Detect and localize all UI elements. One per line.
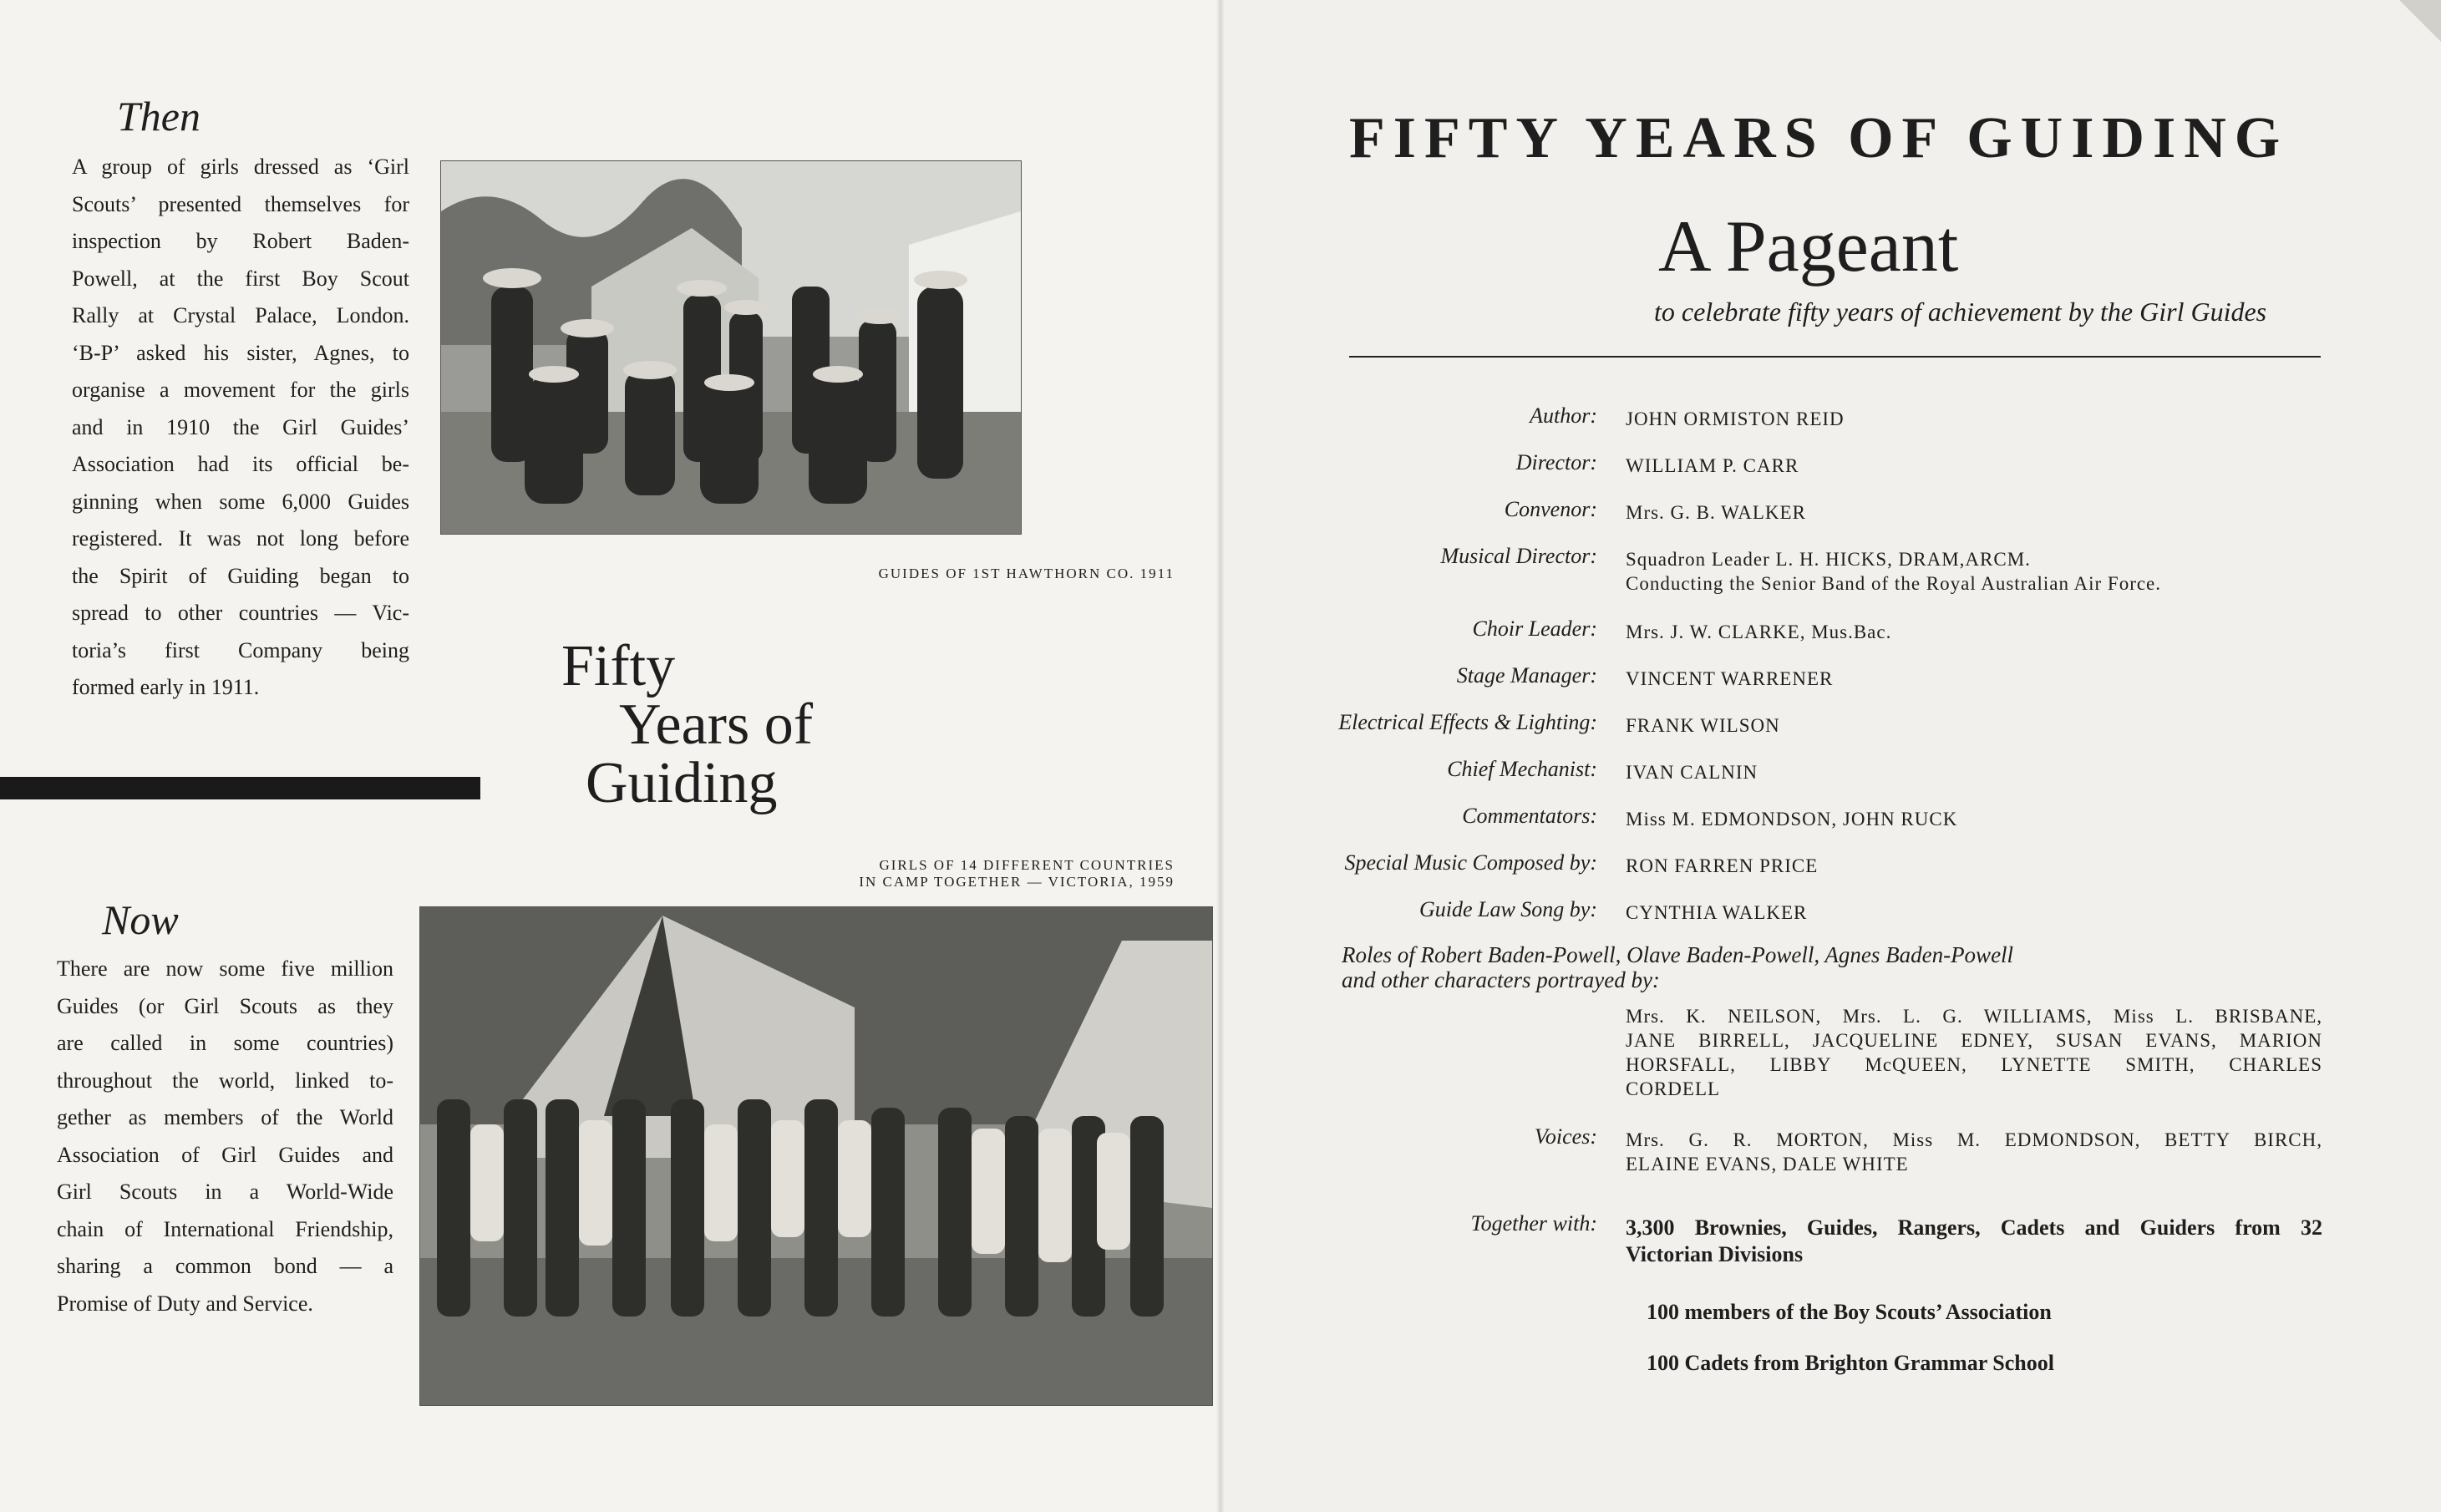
credit-row — [1303, 544, 2322, 596]
paragraph-line: Association had its official be- — [72, 452, 409, 476]
paragraph-line: Powell, at the first Boy Scout — [72, 266, 409, 291]
credit-name-line: Mrs. J. W. CLARKE, Mus.Bac. — [1626, 622, 1892, 642]
credit-name-line: Mrs. G. R. MORTON, Miss M. EDMONDSON, BETTY BIRCH, — [1626, 1129, 2322, 1150]
portrayed-names — [1626, 1001, 2322, 1101]
credit-name-line: Victorian Divisions — [1626, 1242, 1804, 1266]
portrayed-line: HORSFALL, LIBBY McQUEEN, LYNETTE SMITH, CHARLES — [1626, 1054, 2322, 1075]
credit-name-line: RON FARREN PRICE — [1626, 855, 1819, 876]
credit-names — [1626, 1211, 2322, 1268]
credit-role: Guide Law Song by: — [1418, 897, 1597, 921]
portrayed-line: JANE BIRRELL, JACQUELINE EDNEY, SUSAN EVANS, MARION — [1626, 1030, 2322, 1051]
center-title-line3: Guiding — [586, 751, 778, 815]
credit-role: Choir Leader: — [1472, 616, 1597, 641]
credit-names — [1626, 544, 2322, 596]
paragraph-line: formed early in 1911. — [72, 675, 260, 699]
credit-role: Author: — [1530, 403, 1597, 428]
credit-role: Commentators: — [1462, 804, 1597, 828]
paragraph-line: toria’s first Company being — [72, 637, 409, 662]
portrayed-line: Mrs. K. NEILSON, Mrs. L. G. WILLIAMS, Miss L. BRISBANE, — [1626, 1006, 2322, 1027]
paragraph-line: gether as members of the World — [57, 1105, 393, 1129]
paragraph-line: chain of International Friendship, — [57, 1216, 393, 1241]
credit-names — [1626, 497, 2322, 525]
paragraph-line: sharing a common bond — a — [57, 1254, 393, 1278]
credit-role: Director: — [1515, 450, 1597, 474]
paragraph-line: Scouts’ presented themselves for — [72, 191, 409, 216]
credit-row-voices — [1303, 1124, 2322, 1176]
photo2-caption: GIRLS OF 14 DIFFERENT COUNTRIES IN CAMP TOGETHER — VICTORIA, 1959 — [859, 857, 1175, 890]
page-gutter — [1216, 0, 1225, 1512]
credit-names — [1626, 897, 2322, 925]
center-title-line2: Years of — [619, 693, 814, 757]
credit-name-line: Conducting the Senior Band of the Royal Australian Air Force. — [1626, 573, 2162, 594]
credit-row — [1303, 663, 2322, 691]
credit-row — [1303, 757, 2322, 784]
photo-hawthorn-guides-1911 — [440, 160, 1022, 535]
credit-name-line: WILLIAM P. CARR — [1626, 455, 1799, 476]
credit-row — [1303, 450, 2322, 478]
center-title-line1: Fifty — [561, 634, 676, 698]
credit-names — [1626, 403, 2322, 431]
credit-row-together — [1303, 1211, 2322, 1268]
now-paragraph — [57, 951, 393, 1322]
title-rule — [1349, 356, 2321, 358]
credit-names — [1626, 616, 2322, 644]
credit-name-line: Miss M. EDMONDSON, JOHN RUCK — [1626, 809, 1958, 830]
credit-row — [1303, 497, 2322, 525]
credit-row — [1303, 710, 2322, 738]
credit-role: Musical Director: — [1440, 544, 1597, 568]
photo1-caption: GUIDES OF 1ST HAWTHORN CO. 1911 — [878, 566, 1175, 581]
paragraph-line: There are now some five million — [57, 956, 393, 981]
then-paragraph — [72, 149, 409, 707]
paragraph-line: spread to other countries — Vic- — [72, 601, 409, 625]
paragraph-line: are called in some countries) — [57, 1031, 393, 1055]
credit-role: Convenor: — [1504, 497, 1597, 521]
credit-name-line: VINCENT WARRENER — [1626, 668, 1834, 689]
pageant-title: A Pageant — [1658, 206, 1959, 287]
credit-role: Special Music Composed by: — [1344, 850, 1597, 875]
subtitle: to celebrate fifty years of achievement by the Girl Guides — [1654, 297, 2267, 327]
paragraph-line: Guides (or Girl Scouts as they — [57, 993, 393, 1018]
credit-names — [1626, 710, 2322, 738]
credit-role: Chief Mechanist: — [1447, 757, 1597, 781]
paragraph-line: Rally at Crystal Palace, London. — [72, 303, 409, 327]
credit-name-line: FRANK WILSON — [1626, 715, 1780, 736]
portrayed-label: Roles of Robert Baden-Powell, Olave Baden-Powell, Agnes Baden-Powell and other characters portrayed by: — [1342, 942, 2014, 992]
then-heading: Then — [117, 93, 200, 140]
paragraph-line: registered. It was not long before — [72, 526, 409, 551]
credit-names — [1626, 804, 2322, 831]
paragraph-line: the Spirit of Guiding began to — [72, 563, 409, 588]
now-heading: Now — [102, 896, 179, 943]
credit-names — [1626, 757, 2322, 784]
paragraph-line: ‘B-P’ asked his sister, Agnes, to — [72, 340, 409, 365]
paragraph-line: inspection by Robert Baden- — [72, 229, 409, 253]
portrayed-spacer — [1303, 1001, 1626, 1101]
cadets-line: 100 Cadets from Brighton Grammar School — [1647, 1351, 2054, 1375]
credit-name-line: Squadron Leader L. H. HICKS, DRAM,ARCM. — [1626, 549, 2031, 570]
credit-name-line: CYNTHIA WALKER — [1626, 902, 1808, 923]
portrayed-line: CORDELL — [1626, 1078, 1721, 1099]
photo-girls-in-camp-1959 — [419, 906, 1213, 1406]
credit-name-line: Mrs. G. B. WALKER — [1626, 502, 1806, 523]
credit-names — [1626, 450, 2322, 478]
credit-row — [1303, 850, 2322, 878]
credit-role: Together with: — [1470, 1211, 1597, 1235]
credit-row — [1303, 897, 2322, 925]
credit-names — [1626, 850, 2322, 878]
folded-corner — [2399, 0, 2441, 42]
credit-name-line: JOHN ORMISTON REID — [1626, 408, 1845, 429]
paragraph-line: A group of girls dressed as ‘Girl — [72, 155, 409, 179]
paragraph-line: Girl Scouts in a World-Wide — [57, 1180, 393, 1204]
divider-bar — [0, 777, 480, 799]
credit-names — [1626, 663, 2322, 691]
credit-names — [1626, 1124, 2322, 1176]
credit-name-line: IVAN CALNIN — [1626, 762, 1758, 783]
paragraph-line: ginning when some 6,000 Guides — [72, 489, 409, 514]
credit-row — [1303, 403, 2322, 431]
credit-name-line: ELAINE EVANS, DALE WHITE — [1626, 1154, 1909, 1175]
portrayed-names-row — [1303, 1001, 2322, 1101]
paragraph-line: and in 1910 the Girl Guides’ — [72, 414, 409, 439]
credit-name-line: 3,300 Brownies, Guides, Rangers, Cadets and Guiders from 32 — [1626, 1215, 2322, 1240]
credit-row — [1303, 616, 2322, 644]
credit-row — [1303, 804, 2322, 831]
credit-role: Electrical Effects & Lighting: — [1338, 710, 1597, 734]
paragraph-line: throughout the world, linked to- — [57, 1068, 393, 1093]
main-title: FIFTY YEARS OF GUIDING — [1349, 106, 2289, 170]
paragraph-line: Association of Girl Guides and — [57, 1142, 393, 1167]
paragraph-line: Promise of Duty and Service. — [57, 1291, 313, 1316]
paragraph-line: organise a movement for the girls — [72, 378, 409, 402]
credit-role: Voices: — [1534, 1124, 1597, 1149]
credit-role: Stage Manager: — [1456, 663, 1597, 688]
boy-scouts-line: 100 members of the Boy Scouts’ Association — [1647, 1300, 2052, 1324]
